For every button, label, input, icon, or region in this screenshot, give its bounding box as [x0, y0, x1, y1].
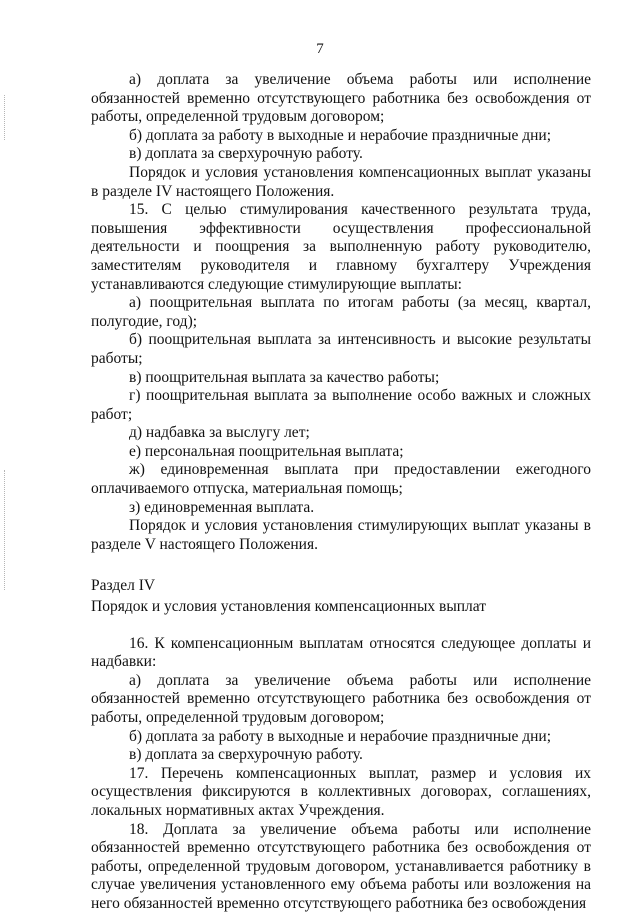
paragraph-incentive-b: б) поощрительная выплата за интенсивность и высокие результаты работы; [91, 331, 591, 367]
section-subtitle: Порядок и условия установления компенсационных выплат [91, 598, 487, 616]
paragraph-item-a: а) доплата за увеличение объема работы или исполнение обязанностей временно отсутствующего работника без освобождения от работы, определенной трудовым договором; [91, 71, 591, 126]
paragraph-comp-a: а) доплата за увеличение объема работы или исполнение обязанностей временно отсутствующего работника без освобождения от работы, определенной трудовым договором; [91, 671, 591, 726]
paragraph-incentive-a: а) поощрительная выплата по итогам работы (за месяц, квартал, полугодие, год); [91, 294, 591, 330]
paragraph-clause-17: 17. Перечень компенсационных выплат, размер и условия их осуществления фиксируются в коллективных договорах, соглашениях, локальных нормативных актах Учреждения. [91, 764, 591, 819]
paragraph-incentive-zh: ж) единовременная выплата при предоставлении ежегодного оплачиваемого отпуска, материальная помощь; [91, 461, 591, 498]
paragraph-item-v: в) доплата за сверхурочную работу. [129, 145, 363, 163]
paragraph-incentive-g: г) поощрительная выплата за выполнение особо важных и сложных работ; [91, 387, 591, 423]
paragraph-reference-section-5: Порядок и условия установления стимулирующих выплат указаны в разделе V настоящего Положения. [91, 517, 591, 553]
paragraph-incentive-e: е) персональная поощрительная выплата; [129, 442, 404, 460]
document-body [91, 71, 591, 914]
paragraph-item-b: б) доплата за работу в выходные и нерабочие праздничные дни; [129, 126, 551, 144]
paragraph-reference-section-4: Порядок и условия установления компенсационных выплат указаны в разделе IV настоящего Положения. [91, 163, 591, 200]
paragraph-incentive-z: з) единовременная выплата. [129, 498, 315, 516]
paragraph-comp-b: б) доплата за работу в выходные и нерабочие праздничные дни; [129, 727, 551, 745]
paragraph-clause-18: 18. Доплата за увеличение объема работы или исполнение обязанностей временно отсутствующего работника без освобождения от работы, определенной трудовым договором, устанавливается работнику в случае увеличения установленного ему объема работы или возложения на него обязанностей временно отсутствующего работника без освобождения [91, 820, 591, 912]
section-title: Раздел IV [91, 577, 156, 595]
paragraph-comp-v: в) доплата за сверхурочную работу. [129, 746, 363, 764]
paragraph-incentive-v: в) поощрительная выплата за качество работы; [129, 368, 440, 386]
paragraph-incentive-d: д) надбавка за выслугу лет; [129, 424, 310, 442]
left-margin-mark [4, 95, 8, 140]
page-number: 7 [316, 41, 324, 57]
paragraph-clause-16: 16. К компенсационным выплатам относятся следующее доплаты и надбавки: [91, 634, 591, 671]
left-margin-mark [4, 470, 8, 590]
paragraph-clause-15: 15. С целью стимулирования качественного результата труда, повышения эффективности осуществления профессиональной деятельности и поощрения за выполненную работу руководителю, заместителям руководителя и главному бухгалтеру Учреждения устанавливаются следующие стимулирующие выплаты: [91, 201, 591, 293]
